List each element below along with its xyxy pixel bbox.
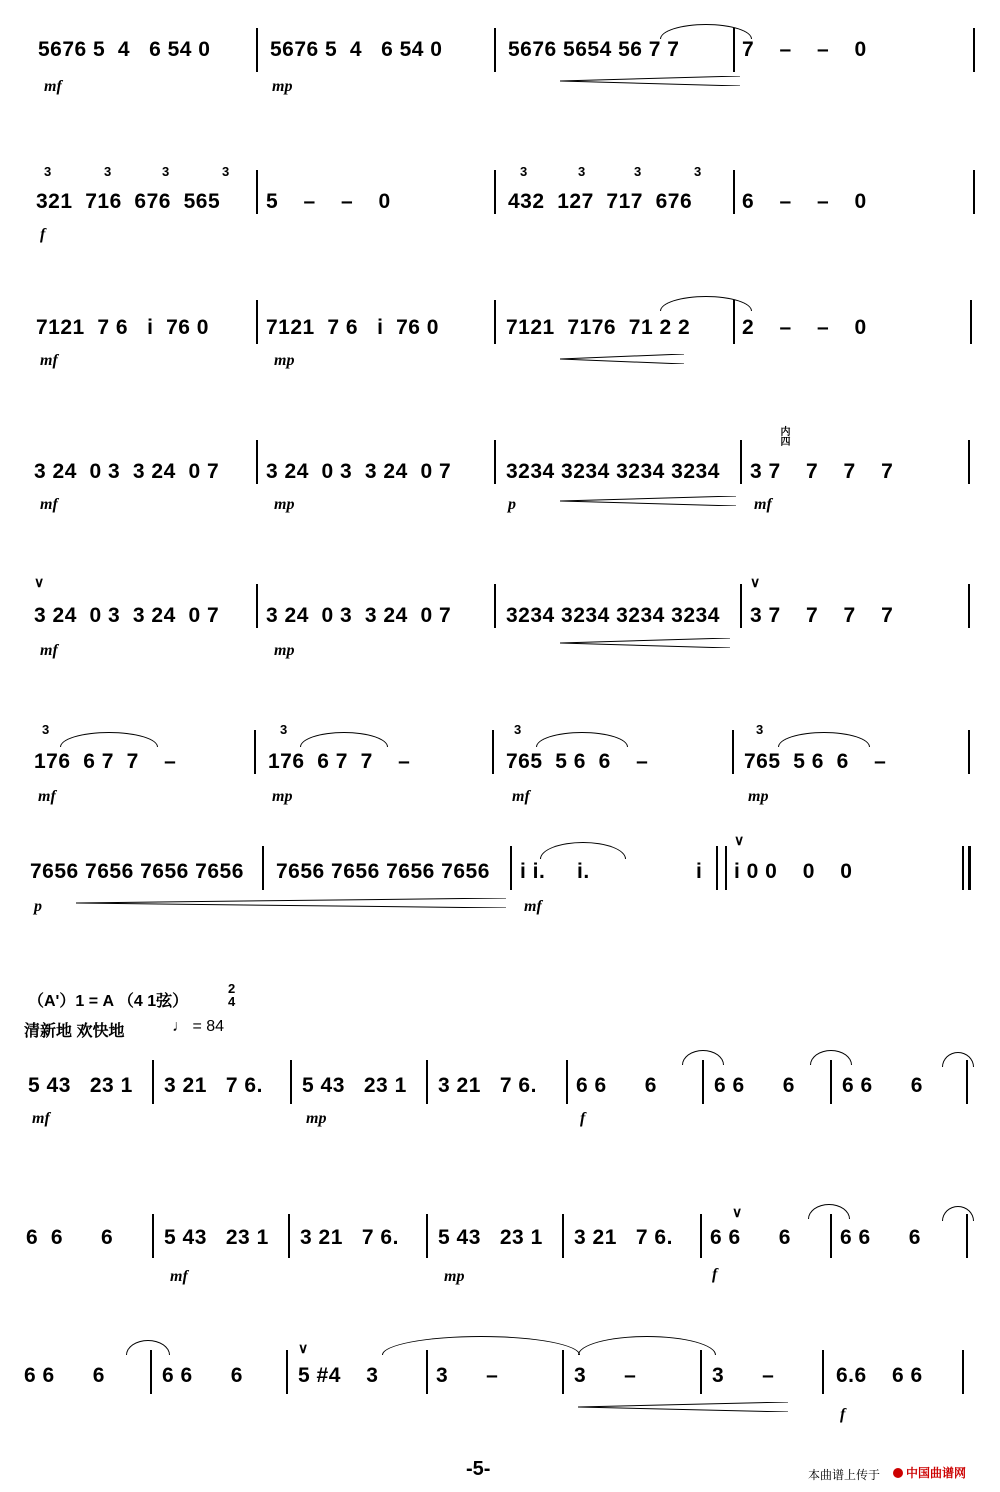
measure-notes: 7121 7 6 i 76 0 [266, 316, 439, 339]
measure-notes: i [696, 860, 703, 883]
final-barline [968, 846, 971, 890]
barline [700, 1214, 702, 1258]
measure-notes: i i. i. [520, 860, 590, 883]
barline [830, 1060, 832, 1104]
tie-slur [778, 732, 870, 747]
crescendo-hairpin [76, 898, 506, 908]
dynamic-mark: mf [44, 78, 62, 95]
barline [426, 1214, 428, 1258]
barline [562, 1350, 564, 1394]
measure-notes: 5 43 23 1 [164, 1226, 269, 1249]
barline [254, 730, 256, 774]
measure-notes: 6 6 6 [842, 1074, 923, 1097]
system-5 [0, 574, 1000, 659]
time-signature-top: 2 [228, 981, 236, 996]
measure-notes: 5676 5 4 6 54 0 [38, 38, 211, 61]
breath-mark: ∨ [34, 574, 45, 590]
barline [725, 846, 727, 890]
triplet-mark: 3 [104, 164, 112, 179]
barline [962, 1350, 964, 1394]
system-b2 [0, 1204, 1000, 1285]
dynamic-mark: f [712, 1266, 718, 1283]
system-4 [0, 426, 1000, 513]
triplet-mark: 3 [514, 722, 522, 737]
decrescendo-hairpin [560, 638, 730, 648]
tie-slur [942, 1052, 974, 1067]
tie-slur [810, 1050, 852, 1065]
measure-notes: 6 6 6 [576, 1074, 657, 1097]
tie-slur [126, 1340, 170, 1355]
dynamic-mark: mf [32, 1110, 50, 1127]
barline [702, 1060, 704, 1104]
barline [510, 846, 512, 890]
barline [494, 584, 496, 628]
measure-notes: 5 43 23 1 [438, 1226, 543, 1249]
measure-notes: 5676 5654 56 7 7 [508, 38, 680, 61]
barline [152, 1214, 154, 1258]
tie-slur [300, 732, 388, 747]
barline [256, 440, 258, 484]
measure-notes: 3 21 7 6. [574, 1226, 673, 1249]
dynamic-mark: mf [512, 788, 530, 805]
dynamic-mark: f [40, 226, 46, 243]
system-7 [0, 832, 1000, 915]
page-number: -5- [466, 1458, 491, 1480]
measure-notes: 2 – – 0 [742, 316, 867, 339]
dynamic-mark: mp [274, 496, 295, 513]
measure-notes: 7121 7176 71 2 2 [506, 316, 691, 339]
breath-mark: ∨ [734, 832, 745, 848]
system-2 [0, 164, 1000, 243]
measure-notes: 765 5 6 6 – [506, 750, 649, 773]
measure-notes: i 0 0 0 0 [734, 860, 853, 883]
time-signature [228, 982, 235, 1008]
triplet-mark: 3 [578, 164, 586, 179]
dynamic-mark: mp [272, 78, 293, 95]
triplet-mark: 3 [756, 722, 764, 737]
measure-notes: 765 5 6 6 – [744, 750, 887, 773]
measure-notes: 5 – – 0 [266, 190, 391, 213]
breath-mark: ∨ [732, 1204, 743, 1220]
tempo-value: ♩ = 84 [172, 1018, 225, 1035]
barline [290, 1060, 292, 1104]
measure-notes: 6 6 6 [840, 1226, 921, 1249]
key-signature: （A'）1 = A （4 1弦） [28, 993, 189, 1010]
barline [732, 730, 734, 774]
breath-mark: ∨ [298, 1340, 309, 1356]
footer-upload-text: 本曲谱上传于 [808, 1468, 881, 1482]
measure-notes: 6 6 6 [26, 1226, 114, 1249]
barline [740, 440, 742, 484]
barline [288, 1214, 290, 1258]
barline [740, 584, 742, 628]
system-b1 [0, 1060, 1000, 1127]
dynamic-mark: mp [274, 352, 295, 369]
barline [152, 1060, 154, 1104]
measure-notes: 7 – – 0 [742, 38, 867, 61]
barline [970, 300, 972, 344]
barline [822, 1350, 824, 1394]
triplet-mark: 3 [694, 164, 702, 179]
measure-notes: 3 21 7 6. [300, 1226, 399, 1249]
barline [733, 170, 735, 214]
barline [700, 1350, 702, 1394]
measure-notes: 7656 7656 7656 7656 [30, 860, 244, 883]
inner-string-mark: 内四 [778, 426, 789, 446]
tie-slur [660, 24, 752, 39]
barline [562, 1214, 564, 1258]
measure-notes: 3 – [712, 1364, 775, 1387]
tie-slur [942, 1206, 974, 1221]
measure-notes: 3 – [436, 1364, 499, 1387]
triplet-mark: 3 [222, 164, 230, 179]
decrescendo-hairpin [578, 1402, 788, 1412]
dynamic-mark: mf [754, 496, 772, 513]
dynamic-mark: mp [748, 788, 769, 805]
measure-notes: 3 7 7 7 7 [750, 460, 894, 483]
measure-notes: 6.6 6 6 [836, 1364, 923, 1387]
measure-notes: 6 6 6 [162, 1364, 243, 1387]
barline [494, 440, 496, 484]
dynamic-mark: mf [40, 352, 58, 369]
measure-notes: 5 43 23 1 [302, 1074, 407, 1097]
barline [566, 1060, 568, 1104]
system-1 [0, 28, 1000, 95]
barline [968, 440, 970, 484]
measure-notes: 3 24 0 3 3 24 0 7 [266, 604, 452, 627]
barline [286, 1350, 288, 1394]
triplet-mark: 3 [520, 164, 528, 179]
final-barline [962, 846, 964, 890]
measure-notes: 3234 3234 3234 3234 [506, 604, 720, 627]
barline [716, 846, 718, 890]
measure-notes: 6 6 6 [24, 1364, 105, 1387]
tempo-text: 清新地 欢快地 [24, 1023, 125, 1040]
system-6 [0, 722, 1000, 805]
measure-notes: 176 6 7 7 – [268, 750, 411, 773]
triplet-mark: 3 [634, 164, 642, 179]
tie-slur [808, 1204, 850, 1219]
measure-notes: 6 6 6 [714, 1074, 795, 1097]
triplet-mark: 3 [44, 164, 52, 179]
tie-slur [682, 1050, 724, 1065]
tie-slur [60, 732, 158, 747]
site-logo[interactable] [893, 1464, 966, 1481]
triplet-mark: 3 [280, 722, 288, 737]
tie-slur [536, 732, 628, 747]
barline [968, 730, 970, 774]
measure-notes: 432 127 717 676 [508, 190, 693, 213]
dynamic-mark: mf [524, 898, 542, 915]
dynamic-mark: mp [444, 1268, 465, 1285]
barline [494, 28, 496, 72]
barline [492, 730, 494, 774]
measure-notes: 176 6 7 7 – [34, 750, 177, 773]
measure-notes: 7656 7656 7656 7656 [276, 860, 490, 883]
dynamic-mark: mp [272, 788, 293, 805]
triplet-mark: 3 [42, 722, 50, 737]
measure-notes: 3234 3234 3234 3234 [506, 460, 720, 483]
tie-slur [382, 1336, 580, 1355]
dynamic-mark: mp [274, 642, 295, 659]
barline [830, 1214, 832, 1258]
barline [973, 170, 975, 214]
measure-notes: 7121 7 6 i 76 0 [36, 316, 209, 339]
dynamic-mark: mf [38, 788, 56, 805]
barline [968, 584, 970, 628]
barline [973, 28, 975, 72]
dynamic-mark: mf [170, 1268, 188, 1285]
crescendo-hairpin [560, 496, 736, 506]
decrescendo-hairpin [560, 76, 740, 86]
measure-notes: 321 716 676 565 [36, 190, 221, 213]
measure-notes: 3 24 0 3 3 24 0 7 [266, 460, 452, 483]
tie-slur [578, 1336, 716, 1355]
measure-notes: 3 24 0 3 3 24 0 7 [34, 604, 220, 627]
barline [256, 300, 258, 344]
decrescendo-hairpin [560, 354, 684, 364]
barline [150, 1350, 152, 1394]
measure-notes: 5 43 23 1 [28, 1074, 133, 1097]
measure-notes: 6 6 6 [710, 1226, 791, 1249]
barline [256, 28, 258, 72]
dynamic-mark: f [840, 1406, 846, 1423]
site-logo-text: 中国曲谱网 [906, 1466, 967, 1480]
measure-notes: 3 21 7 6. [438, 1074, 537, 1097]
triplet-mark: 3 [162, 164, 170, 179]
measure-notes: 3 24 0 3 3 24 0 7 [34, 460, 220, 483]
system-3 [0, 300, 1000, 369]
time-signature-bottom: 4 [228, 994, 236, 1009]
dynamic-mark: p [508, 496, 516, 513]
measure-notes: 3 – [574, 1364, 637, 1387]
breath-mark: ∨ [750, 574, 761, 590]
tie-slur [660, 296, 752, 311]
measure-notes: 3 7 7 7 7 [750, 604, 894, 627]
barline [256, 584, 258, 628]
measure-notes: 5676 5 4 6 54 0 [270, 38, 443, 61]
system-b3 [0, 1340, 1000, 1423]
measure-notes: 3 21 7 6. [164, 1074, 263, 1097]
barline [256, 170, 258, 214]
barline [262, 846, 264, 890]
measure-notes: 5 #4 3 [298, 1364, 379, 1387]
dynamic-mark: f [580, 1110, 586, 1127]
measure-notes: 6 – – 0 [742, 190, 867, 213]
dynamic-mark: mf [40, 496, 58, 513]
dynamic-mark: p [34, 898, 42, 915]
barline [426, 1350, 428, 1394]
dynamic-mark: mp [306, 1110, 327, 1127]
barline [494, 300, 496, 344]
dynamic-mark: mf [40, 642, 58, 659]
barline [494, 170, 496, 214]
tie-slur [540, 842, 626, 859]
barline [426, 1060, 428, 1104]
logo-icon [893, 1468, 903, 1478]
